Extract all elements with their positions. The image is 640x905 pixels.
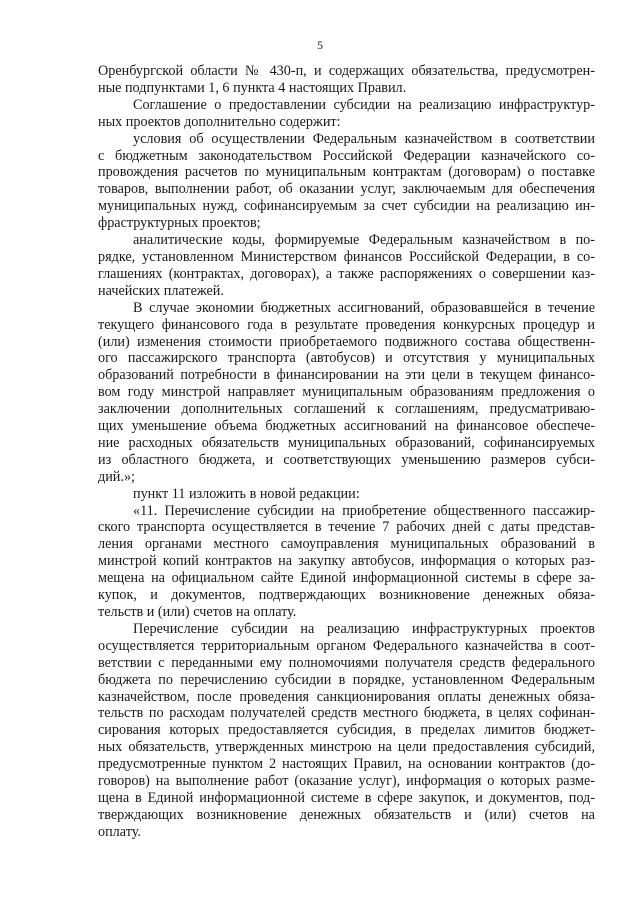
text-line: образований потребности в финансировании на эти цели в текущем финансо-	[98, 367, 595, 384]
text-line: ветствии с переданными ему полномочиями получателя средств федерального	[98, 654, 595, 671]
text-line: оплату.	[98, 823, 141, 840]
text-line: минстрой копий контрактов на закупку автобусов, информация о которых раз-	[98, 553, 595, 570]
text-line: текущего финансового года в результате проведения конкурсных процедур и	[98, 316, 595, 333]
text-line: Перечисление субсидии на реализацию инфраструктурных проектов	[133, 620, 595, 637]
paragraph-conditions	[98, 131, 595, 232]
text-line: тельств по расходам получателей средств местного бюджета, в целях софинан-	[98, 705, 595, 722]
text-line: (или) изменения стоимости приобретаемого подвижного состава общественн-	[98, 333, 595, 350]
paragraph-point-11	[98, 486, 595, 503]
text-line: щена в Единой информационной системе в сфере закупок, и документов, под-	[98, 789, 595, 806]
text-line: «11. Перечисление субсидии на приобретение общественного пассажир-	[133, 502, 595, 519]
text-line: ных проектов дополнительно содержит:	[98, 113, 341, 130]
text-line: условия об осуществлении Федеральным казначейством в соответствии	[133, 130, 595, 147]
page-number: 5	[317, 38, 323, 52]
text-line: предусмотренные пунктом 2 настоящих Правил, на основании контрактов (до-	[98, 756, 595, 773]
paragraph-point-11-text	[98, 503, 595, 621]
text-line: муниципальных нужд, софинансируемым за счет субсидии на реализацию ин-	[98, 198, 595, 215]
text-line: сирования которых предоставляется субсидия, в пределах лимитов бюджет-	[98, 722, 595, 739]
text-line: провождения расчетов по муниципальным контрактам (договорам) о поставке	[98, 164, 595, 181]
text-line: вом году минстрой направляет муниципальным образованиям предложения о	[98, 384, 595, 401]
text-line: ого пассажирского транспорта (автобусов) и отсутствия у муниципальных	[98, 350, 595, 367]
text-line: Соглашение о предоставлении субсидии на реализацию инфраструктур-	[133, 96, 595, 113]
text-line: тельств и (или) счетов на оплату.	[98, 604, 297, 620]
text-line: аналитические коды, формируемые Федеральным казначейством в по-	[133, 232, 595, 249]
text-line: казначейством, после проведения санкционирования оплаты денежных обяза-	[98, 688, 595, 705]
paragraph-economy	[98, 300, 595, 486]
text-line: начейских платежей.	[98, 282, 224, 299]
text-line: ние расходных обязательств муниципальных образований, софинансируемых	[98, 434, 595, 451]
paragraph-intro-cont	[98, 63, 595, 97]
text-line: Оренбургской области № 430-п, и содержащих обязательства, предусмотрен-	[98, 63, 595, 79]
text-line: ления органами местного самоуправления муниципальных образований в	[98, 536, 595, 553]
text-line: щих уменьшение объема бюджетных ассигнований на финансовое обеспече-	[98, 418, 595, 435]
paragraph-agreement-intro	[98, 97, 595, 131]
text-line: мещена на официальном сайте Единой информационной системы в сфере за-	[98, 570, 595, 587]
document-body	[98, 63, 595, 841]
text-line: из областного бюджета, и соответствующих уменьшению размеров субси-	[98, 451, 595, 468]
paragraph-infrastructure-transfer	[98, 621, 595, 841]
text-line: глашениях (контрактах, договорах), а также распоряжениях о совершении каз-	[98, 265, 595, 282]
text-line: заключении дополнительных соглашений к соглашениям, предусматриваю-	[98, 401, 595, 418]
text-line: ского транспорта осуществляется в течение 7 рабочих дней с даты представ-	[98, 519, 595, 536]
text-line: купок, и документов, подтверждающих возникновение денежных обяза-	[98, 587, 595, 604]
text-line: рядке, установленном Министерством финансов Российской Федерации, в со-	[98, 248, 595, 265]
text-line: товаров, выполнении работ, об оказании услуг, заключаемым для обеспечения	[98, 181, 595, 198]
text-line: дий.»;	[98, 468, 135, 485]
text-line: ные подпунктами 1, 6 пункта 4 настоящих Правил.	[98, 79, 407, 96]
text-line: пункт 11 изложить в новой редакции:	[133, 485, 360, 502]
text-line: бюджета по перечислению субсидии в порядке, установленном Федеральным	[98, 671, 595, 688]
text-line: фраструктурных проектов;	[98, 215, 261, 232]
text-line: ных обязательств, утвержденных минстрою на цели предоставления субсидий,	[98, 739, 595, 756]
text-line: тверждающих возникновение денежных обязательств и (или) счетов на	[98, 806, 595, 823]
paragraph-analytic-codes	[98, 232, 595, 300]
text-line: В случае экономии бюджетных ассигнований, образовавшейся в течение	[133, 299, 595, 316]
text-line: осуществляется территориальным органом Федерального казначейства в соот-	[98, 637, 595, 654]
text-line: говоров) на выполнение работ (оказание услуг), информация о которых разме-	[98, 773, 595, 790]
text-line: с бюджетным законодательством Российской Федерации казначейского со-	[98, 147, 595, 164]
